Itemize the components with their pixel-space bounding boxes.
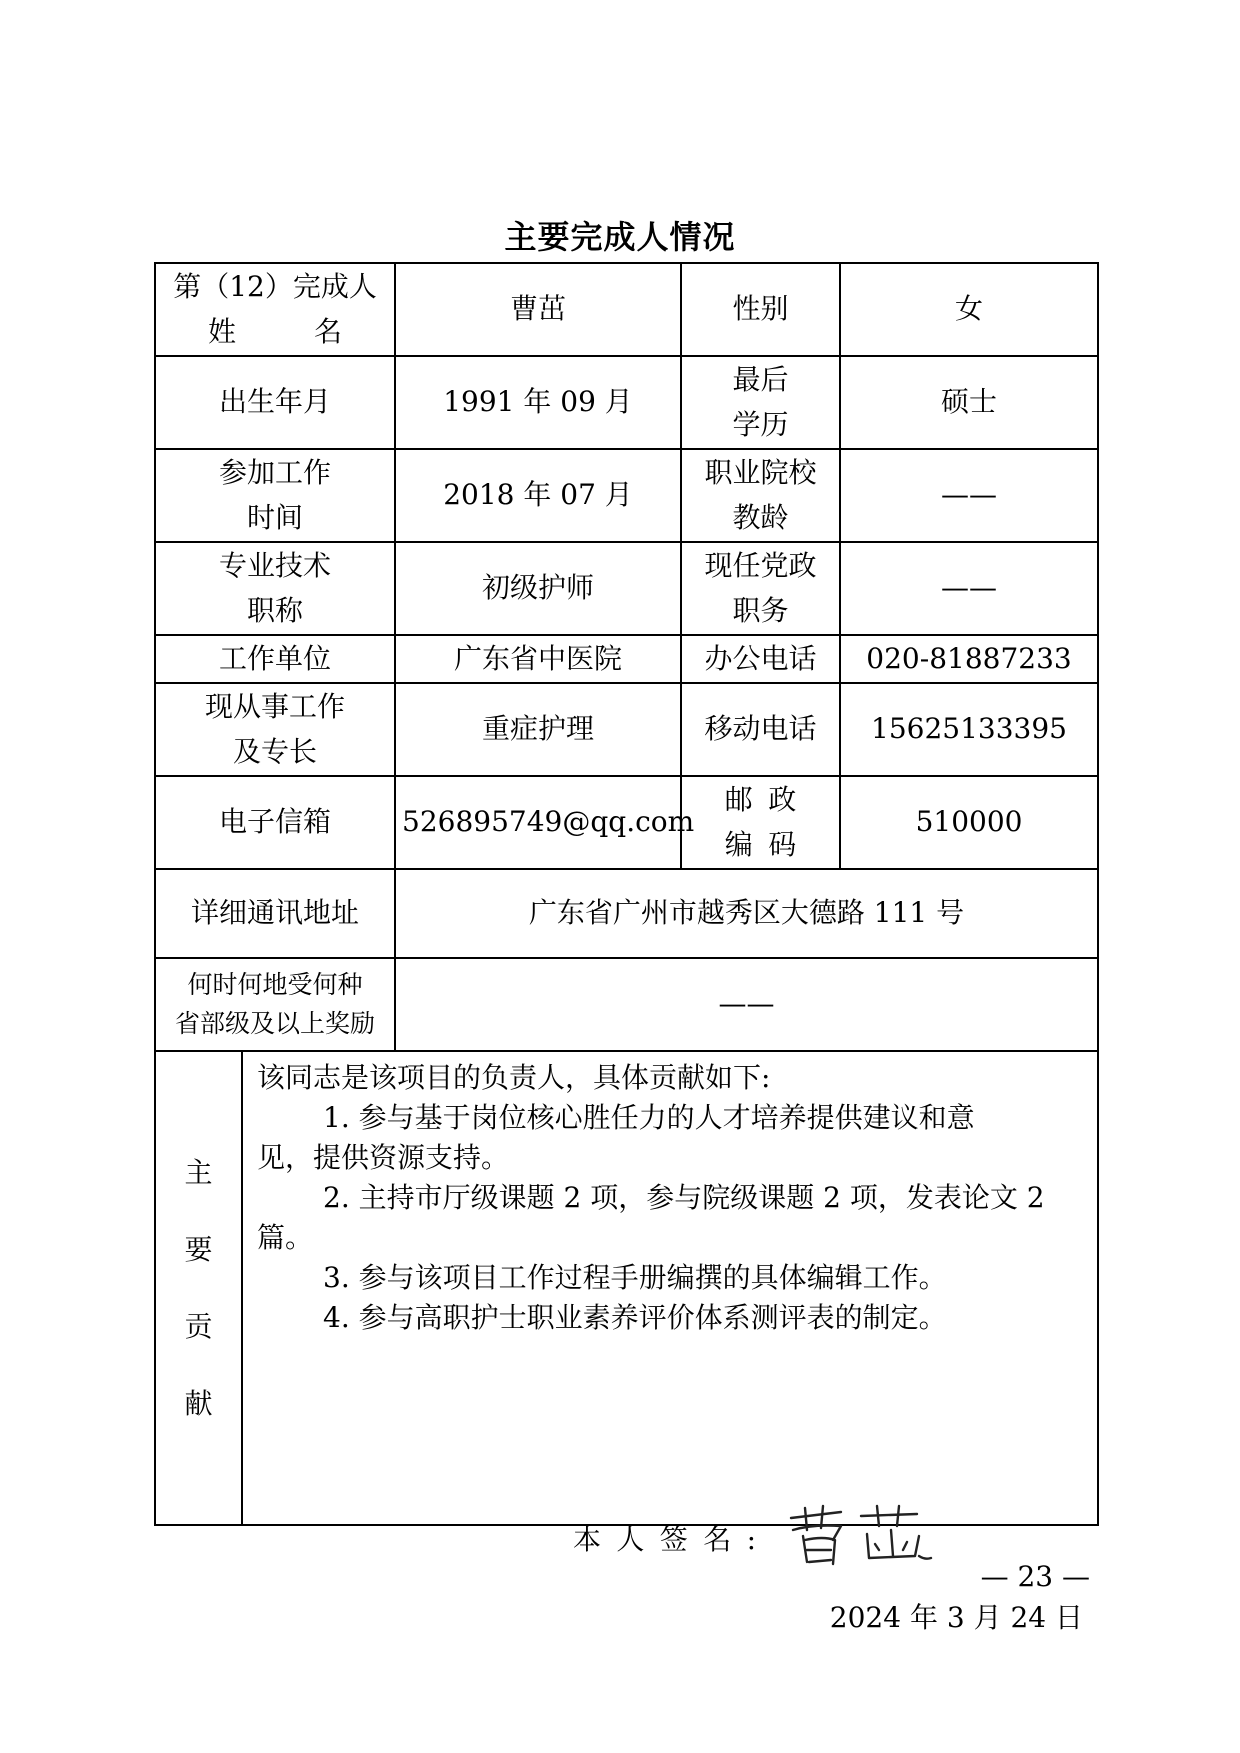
name-value: 曹茁 <box>395 263 681 356</box>
award-label: 何时何地受何种 省部级及以上奖励 <box>155 958 395 1051</box>
office-phone-value: 020-81887233 <box>840 635 1098 683</box>
email-label: 电子信箱 <box>155 776 395 869</box>
table-row <box>155 263 1098 356</box>
address-label: 详细通讯地址 <box>155 869 395 958</box>
party-post-label: 现任党政 职务 <box>681 542 840 635</box>
award-value: —— <box>395 958 1098 1051</box>
address-value: 广东省广州市越秀区大德路 111 号 <box>395 869 1098 958</box>
birth-label: 出生年月 <box>155 356 395 449</box>
contribution-intro: 该同志是该项目的负责人，具体贡献如下: <box>257 1061 771 1094</box>
table-row <box>155 635 1098 683</box>
current-job-label: 现从事工作 及专长 <box>155 683 395 776</box>
professional-title-label: 专业技术 职称 <box>155 542 395 635</box>
signature-row <box>243 1500 1097 1570</box>
name-label-cell <box>155 263 395 356</box>
contribution-side-label: 主 要 贡 献 <box>155 1051 242 1525</box>
table-row <box>155 449 1098 542</box>
name-label-a: 姓 <box>208 314 237 348</box>
table-row <box>155 776 1098 869</box>
page-title: 主要完成人情况 <box>504 218 736 256</box>
contribution-item: 4. 参与高职护士职业素养评价体系测评表的制定。 <box>323 1301 947 1334</box>
work-start-label: 参加工作 时间 <box>155 449 395 542</box>
education-value: 硕士 <box>840 356 1098 449</box>
table-row <box>155 869 1098 958</box>
gender-value: 女 <box>840 263 1098 356</box>
signature-label: 本人签名: <box>573 1523 772 1556</box>
handwritten-signature <box>783 1500 943 1570</box>
signature-date: 2024 年 3 月 24 日 <box>829 1601 1084 1634</box>
education-label: 最后 学历 <box>681 356 840 449</box>
contribution-item-cont: 见，提供资源支持。 <box>257 1141 510 1174</box>
completer-order-label: 第（12）完成人 <box>173 269 377 303</box>
work-unit-value: 广东省中医院 <box>395 635 681 683</box>
postal-code-value: 510000 <box>840 776 1098 869</box>
page-number: — 23 — <box>980 1560 1090 1593</box>
contribution-text <box>243 1052 1097 1338</box>
table-row <box>155 958 1098 1051</box>
postal-code-label: 邮政 编码 <box>681 776 840 869</box>
table-row <box>155 683 1098 776</box>
table-row <box>155 542 1098 635</box>
birth-value: 1991 年 09 月 <box>395 356 681 449</box>
mobile-phone-label: 移动电话 <box>681 683 840 776</box>
info-table <box>154 262 1099 1634</box>
mobile-phone-value: 15625133395 <box>840 683 1098 776</box>
office-phone-label: 办公电话 <box>681 635 840 683</box>
teaching-years-value: —— <box>840 449 1098 542</box>
contribution-item: 3. 参与该项目工作过程手册编撰的具体编辑工作。 <box>323 1261 947 1294</box>
name-label-b: 名 <box>314 314 343 348</box>
current-job-value: 重症护理 <box>395 683 681 776</box>
work-start-value: 2018 年 07 月 <box>395 449 681 542</box>
gender-label: 性别 <box>681 263 840 356</box>
contribution-item-cont: 篇。 <box>257 1221 314 1254</box>
contribution-item: 2. 主持市厅级课题 2 项，参与院级课题 2 项，发表论文 2 <box>323 1181 1045 1214</box>
work-unit-label: 工作单位 <box>155 635 395 683</box>
contribution-item: 1. 参与基于岗位核心胜任力的人才培养提供建议和意 <box>323 1101 975 1134</box>
teaching-years-label: 职业院校 教龄 <box>681 449 840 542</box>
table-row <box>155 1051 1098 1525</box>
email-value: 526895749@qq.com <box>395 776 681 869</box>
table-row <box>155 356 1098 449</box>
party-post-value: —— <box>840 542 1098 635</box>
professional-title-value: 初级护师 <box>395 542 681 635</box>
